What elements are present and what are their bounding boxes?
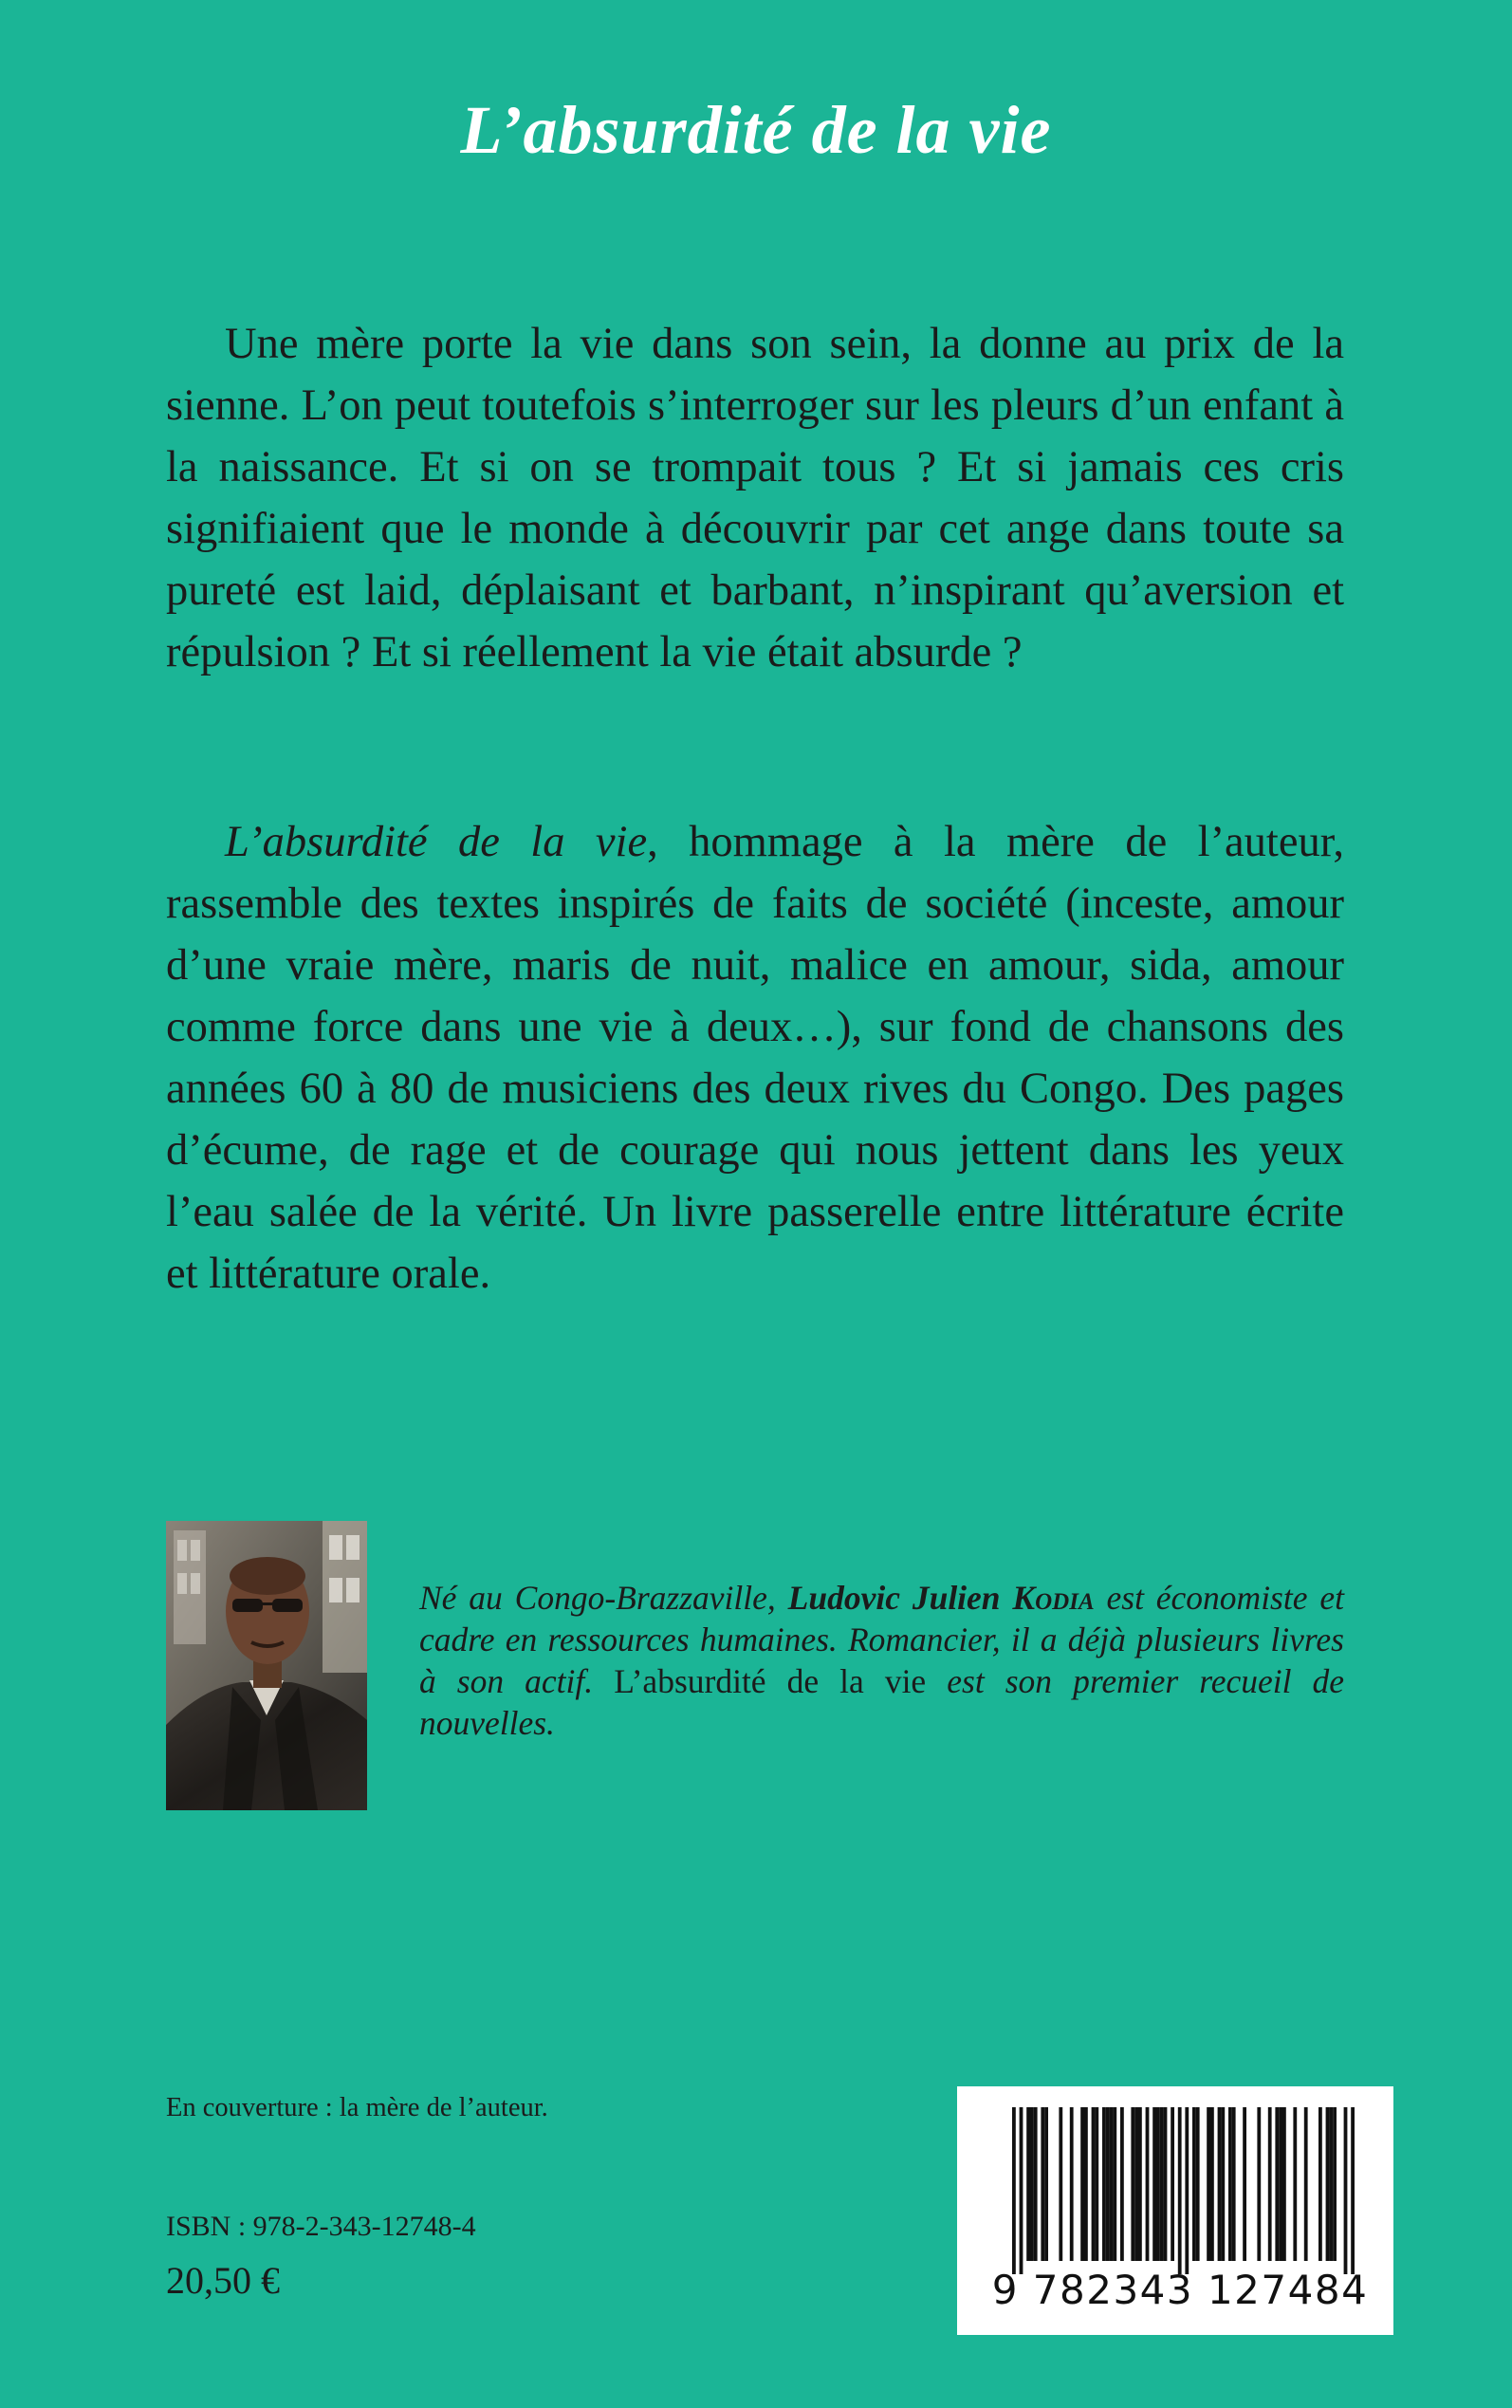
- book-title: L’absurdité de la vie: [460, 92, 1052, 168]
- barcode-bar: [1156, 2107, 1160, 2261]
- barcode-bar: [1164, 2107, 1168, 2261]
- barcode-bar: [1146, 2107, 1150, 2261]
- barcode-guard-bar: [1012, 2107, 1016, 2274]
- author-bio: [419, 1577, 1344, 1744]
- author-first-name: Ludovic Julien: [787, 1579, 1013, 1617]
- blurb-paragraph-1: [166, 313, 1344, 683]
- barcode: [957, 2086, 1393, 2335]
- barcode-bar: [1113, 2107, 1116, 2261]
- barcode-guard-bar: [1185, 2107, 1189, 2274]
- barcode-bar: [1221, 2107, 1225, 2261]
- barcode-bar: [1171, 2107, 1174, 2261]
- barcode-bar: [1282, 2107, 1286, 2261]
- barcode-bar: [1279, 2107, 1282, 2261]
- barcode-bar: [1120, 2107, 1124, 2261]
- author-last-name: Kodia: [1012, 1579, 1095, 1617]
- barcode-bar: [1152, 2107, 1156, 2261]
- blurb-paragraph-2-book-title: L’absurdité de la vie: [225, 818, 648, 866]
- barcode-bar: [1192, 2107, 1196, 2261]
- barcode-bar: [1207, 2107, 1210, 2261]
- barcode-bar: [1102, 2107, 1106, 2261]
- isbn: ISBN : 978-2-343-12748-4: [166, 2211, 476, 2242]
- barcode-bar: [1106, 2107, 1110, 2261]
- barcode-bar: [1333, 2107, 1337, 2261]
- cover-credit: En couverture : la mère de l’auteur.: [166, 2093, 548, 2122]
- barcode-bar: [1110, 2107, 1114, 2261]
- barcode-guard-bar: [1020, 2107, 1023, 2274]
- bio-part-3: est son premier recueil de nouvelles.: [419, 1662, 1345, 1742]
- blurb-paragraph-2-text: , hommage à la mère de l’auteur, rassemble des textes inspirés de faits de société (inceste, amour d’une vraie mère, maris de nuit, malice en amour, sida, amour comme force dans une vie à deux…), sur fond de chansons des années 60 à 80 de musiciens des deux rives du Congo. Des pages d’écume, de rage et de courage qui nous jettent dans les yeux l’eau salée de la vérité. Un livre passerelle entre littérature écrite et littérature orale.: [166, 818, 1344, 1298]
- bio-part-2: est économiste et cadre en ressources humaines. Romancier, il a déjà plusieurs livres à son actif.: [419, 1579, 1344, 1700]
- barcode-bar: [1026, 2107, 1030, 2261]
- blurb-paragraph-2: [166, 811, 1344, 1305]
- barcode-bar: [1131, 2107, 1134, 2261]
- barcode-bar: [1160, 2107, 1164, 2261]
- bio-book-title: L’absurdité de la vie: [614, 1662, 927, 1700]
- barcode-bar: [1218, 2107, 1222, 2261]
- barcode-bar: [1092, 2107, 1096, 2261]
- barcode-bar: [1228, 2107, 1232, 2261]
- barcode-guard-bar: [1351, 2107, 1355, 2274]
- barcode-bar: [1030, 2107, 1034, 2261]
- barcode-bar: [1044, 2107, 1048, 2261]
- author-photo: [166, 1521, 367, 1810]
- barcode-bar: [1210, 2107, 1214, 2261]
- barcode-bar: [1134, 2107, 1138, 2261]
- barcode-bar: [1232, 2107, 1236, 2261]
- barcode-digits: 9 782343 127484: [991, 2267, 1369, 2313]
- bio-part-1: Né au Congo-Brazzaville,: [419, 1579, 788, 1617]
- barcode-bar: [1080, 2107, 1084, 2261]
- barcode-bar: [1041, 2107, 1044, 2261]
- barcode-guard-bar: [1344, 2107, 1348, 2274]
- author-portrait-illustration: [166, 1521, 367, 1810]
- barcode-bar: [1304, 2107, 1308, 2261]
- barcode-guard-bar: [1178, 2107, 1182, 2274]
- barcode-bar: [1034, 2107, 1038, 2261]
- barcode-bar: [1243, 2107, 1246, 2261]
- barcode-bar: [1318, 2107, 1322, 2261]
- barcode-bar: [1070, 2107, 1074, 2261]
- barcode-bar: [1268, 2107, 1272, 2261]
- barcode-bar: [1196, 2107, 1200, 2261]
- barcode-bar: [1059, 2107, 1062, 2261]
- barcode-bar: [1257, 2107, 1261, 2261]
- barcode-bar: [1275, 2107, 1279, 2261]
- barcode-bar: [1138, 2107, 1142, 2261]
- barcode-bar: [1095, 2107, 1098, 2261]
- barcode-bar: [1293, 2107, 1297, 2261]
- barcode-bar: [1084, 2107, 1088, 2261]
- blurb-paragraph-1-text: Une mère porte la vie dans son sein, la donne au prix de la sienne. L’on peut toutefois s’interroger sur les pleurs d’un enfant à la naissance. Et si on se trompait tous ? Et si jamais ces cris signifiaient que le monde à découvrir par cet ange dans toute sa pureté est laid, déplaisant et barbant, n’inspirant qu’aversion et répulsion ? Et si réellement la vie était absurde ?: [166, 320, 1344, 676]
- author-name: [788, 1579, 1095, 1617]
- barcode-bar: [1326, 2107, 1330, 2261]
- price: 20,50 €: [166, 2259, 280, 2302]
- barcode-bar: [1329, 2107, 1333, 2261]
